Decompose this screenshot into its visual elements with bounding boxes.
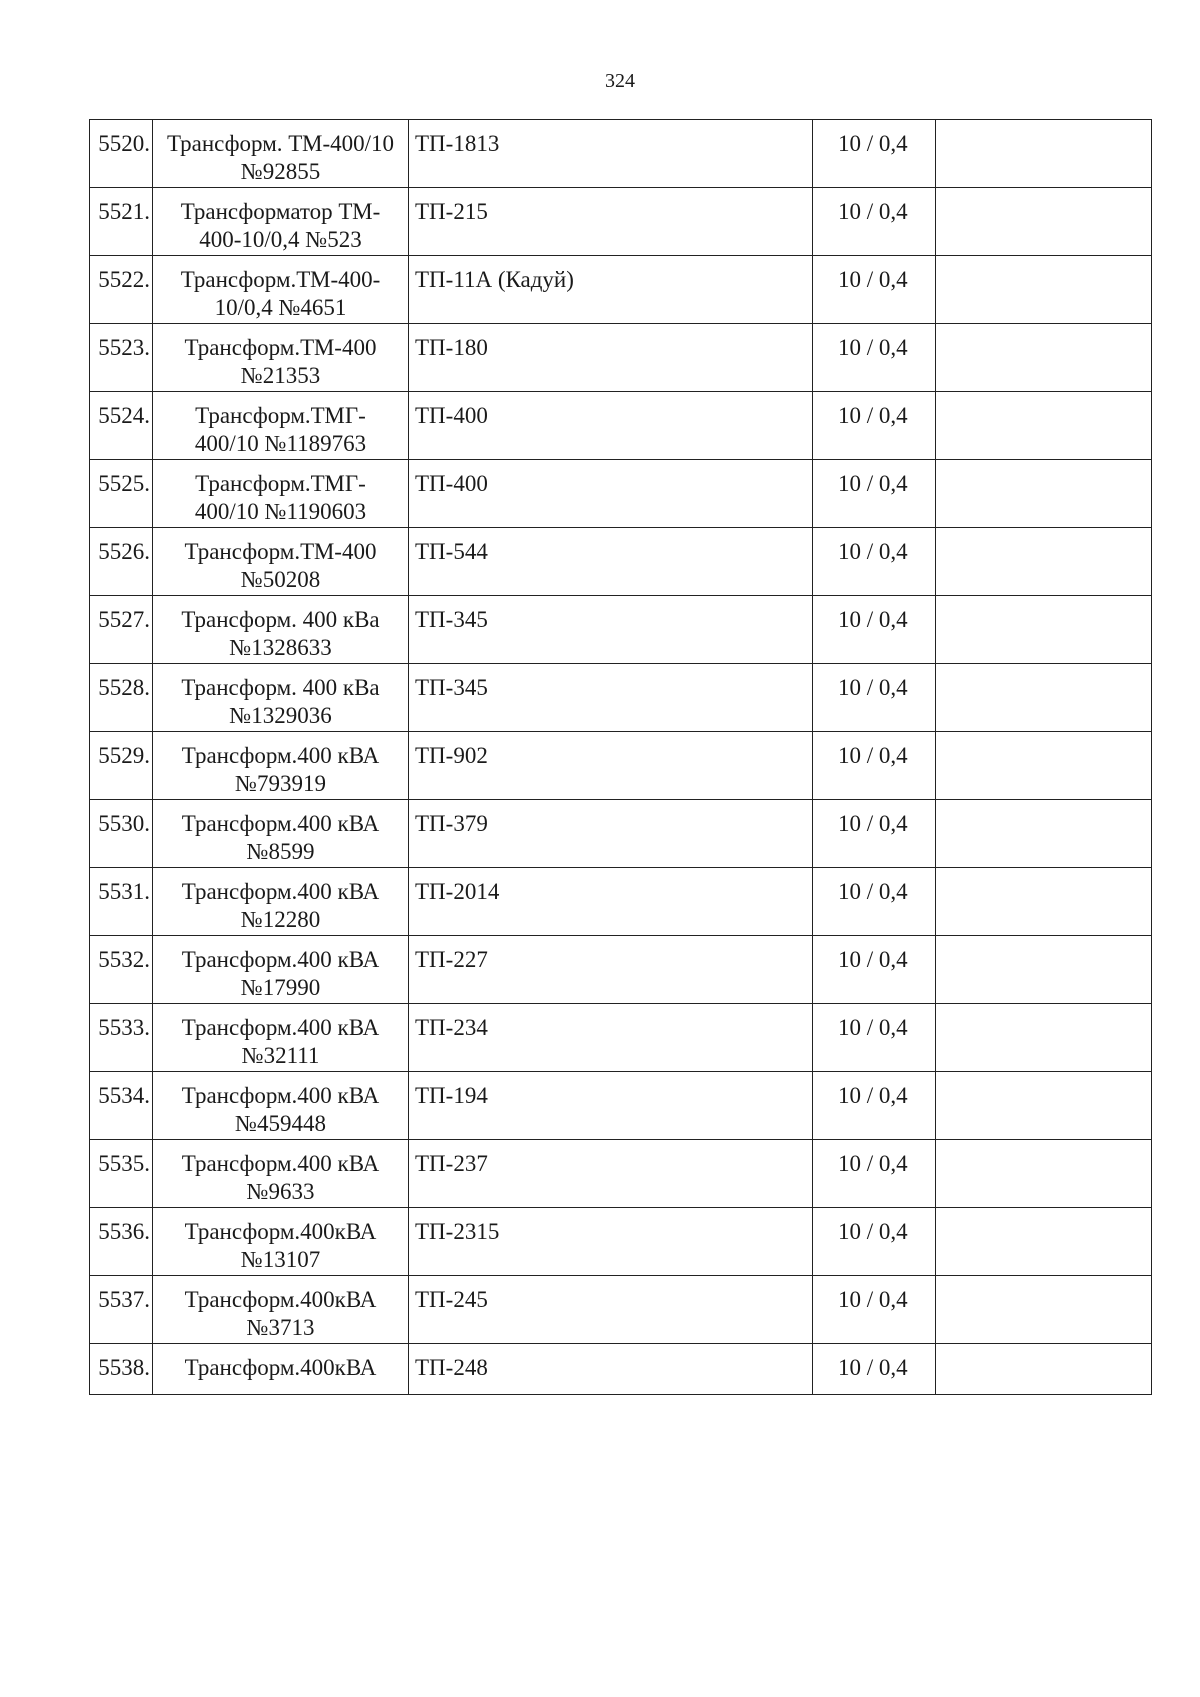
- asset-name-line: Трансформ.400 кВА: [181, 743, 380, 768]
- substation-cell: ТП-237: [409, 1140, 813, 1208]
- asset-name-cell: [153, 392, 409, 460]
- substation-cell: ТП-234: [409, 1004, 813, 1072]
- asset-serial-line: №3713: [246, 1315, 315, 1340]
- asset-name-cell: [153, 596, 409, 664]
- table-row: [90, 732, 1152, 800]
- substation-cell: ТП-245: [409, 1276, 813, 1344]
- empty-cell: [936, 1344, 1152, 1395]
- voltage-cell: 10 / 0,4: [813, 188, 936, 256]
- table-row: [90, 868, 1152, 936]
- asset-serial-line: №459448: [235, 1111, 326, 1136]
- asset-name-line: Трансформ.400кВА: [184, 1219, 377, 1244]
- voltage-cell: 10 / 0,4: [813, 732, 936, 800]
- row-number-cell: 5521.: [90, 188, 153, 256]
- table-row: [90, 1344, 1152, 1395]
- asset-table-body: [90, 120, 1152, 1395]
- table-row: [90, 1072, 1152, 1140]
- asset-serial-line: №32111: [241, 1043, 320, 1068]
- table-row: [90, 596, 1152, 664]
- substation-cell: ТП-180: [409, 324, 813, 392]
- substation-cell: ТП-2315: [409, 1208, 813, 1276]
- table-row: [90, 392, 1152, 460]
- substation-cell: ТП-227: [409, 936, 813, 1004]
- row-number-cell: 5532.: [90, 936, 153, 1004]
- empty-cell: [936, 868, 1152, 936]
- asset-name-line: Трансформ.400 кВА: [181, 1015, 380, 1040]
- substation-cell: ТП-1813: [409, 120, 813, 188]
- asset-name-cell: [153, 528, 409, 596]
- table-row: [90, 936, 1152, 1004]
- substation-cell: ТП-400: [409, 392, 813, 460]
- page-number: 324: [605, 70, 635, 92]
- asset-name-line: Трансформ.ТМГ-: [195, 403, 366, 428]
- asset-name-cell: [153, 256, 409, 324]
- row-number-cell: 5529.: [90, 732, 153, 800]
- asset-name-line: Трансформ.ТМ-400-: [180, 267, 381, 292]
- empty-cell: [936, 188, 1152, 256]
- row-number-cell: 5520.: [90, 120, 153, 188]
- voltage-cell: 10 / 0,4: [813, 1140, 936, 1208]
- asset-name-line: Трансформ.400 кВА: [181, 1083, 380, 1108]
- row-number-cell: 5536.: [90, 1208, 153, 1276]
- row-number-cell: 5533.: [90, 1004, 153, 1072]
- asset-serial-line: №1328633: [229, 635, 332, 660]
- asset-name-cell: [153, 1072, 409, 1140]
- row-number-cell: 5534.: [90, 1072, 153, 1140]
- asset-name-line: Трансформ.400кВА: [184, 1287, 377, 1312]
- substation-cell: ТП-2014: [409, 868, 813, 936]
- empty-cell: [936, 1276, 1152, 1344]
- asset-serial-line: 400/10 №1190603: [194, 499, 367, 524]
- voltage-cell: 10 / 0,4: [813, 256, 936, 324]
- row-number-cell: 5537.: [90, 1276, 153, 1344]
- asset-name-cell: [153, 868, 409, 936]
- substation-cell: ТП-902: [409, 732, 813, 800]
- substation-cell: ТП-379: [409, 800, 813, 868]
- row-number-cell: 5530.: [90, 800, 153, 868]
- row-number-cell: 5523.: [90, 324, 153, 392]
- asset-name-cell: [153, 732, 409, 800]
- empty-cell: [936, 1072, 1152, 1140]
- row-number-cell: 5535.: [90, 1140, 153, 1208]
- asset-name-cell: [153, 1344, 409, 1395]
- table-row: [90, 1004, 1152, 1072]
- voltage-cell: 10 / 0,4: [813, 1344, 936, 1395]
- row-number-cell: 5528.: [90, 664, 153, 732]
- substation-cell: ТП-345: [409, 664, 813, 732]
- table-row: [90, 324, 1152, 392]
- asset-name-cell: [153, 1208, 409, 1276]
- table-row: [90, 664, 1152, 732]
- empty-cell: [936, 120, 1152, 188]
- asset-name-line: Трансформ.400 кВА: [181, 947, 380, 972]
- substation-cell: ТП-345: [409, 596, 813, 664]
- voltage-cell: 10 / 0,4: [813, 1276, 936, 1344]
- table-row: [90, 1208, 1152, 1276]
- empty-cell: [936, 1208, 1152, 1276]
- asset-name-cell: [153, 1140, 409, 1208]
- empty-cell: [936, 256, 1152, 324]
- asset-serial-line: 400/10 №1189763: [194, 431, 367, 456]
- voltage-cell: 10 / 0,4: [813, 1072, 936, 1140]
- asset-serial-line: №12280: [240, 907, 321, 932]
- voltage-cell: 10 / 0,4: [813, 460, 936, 528]
- row-number-cell: 5526.: [90, 528, 153, 596]
- asset-name-cell: [153, 120, 409, 188]
- asset-name-line: Трансформатор ТМ-: [180, 199, 381, 224]
- voltage-cell: 10 / 0,4: [813, 936, 936, 1004]
- voltage-cell: 10 / 0,4: [813, 868, 936, 936]
- row-number-cell: 5527.: [90, 596, 153, 664]
- asset-name-line: Трансформ.400кВА: [184, 1355, 377, 1380]
- asset-serial-line: №8599: [246, 839, 315, 864]
- asset-name-line: Трансформ.400 кВА: [181, 879, 380, 904]
- asset-name-line: Трансформ.ТМ-400: [184, 335, 377, 360]
- asset-serial-line: №9633: [246, 1179, 315, 1204]
- asset-serial-line: №1329036: [229, 703, 332, 728]
- row-number-cell: 5538.: [90, 1344, 153, 1395]
- asset-serial-line: №17990: [240, 975, 321, 1000]
- substation-cell: ТП-215: [409, 188, 813, 256]
- substation-cell: ТП-400: [409, 460, 813, 528]
- empty-cell: [936, 460, 1152, 528]
- table-row: [90, 120, 1152, 188]
- empty-cell: [936, 800, 1152, 868]
- table-row: [90, 528, 1152, 596]
- empty-cell: [936, 324, 1152, 392]
- table-row: [90, 188, 1152, 256]
- asset-name-line: Трансформ. ТМ-400/10: [166, 131, 395, 156]
- substation-cell: ТП-544: [409, 528, 813, 596]
- substation-cell: ТП-11А (Кадуй): [409, 256, 813, 324]
- asset-name-cell: [153, 324, 409, 392]
- table-row: [90, 1140, 1152, 1208]
- row-number-cell: 5531.: [90, 868, 153, 936]
- asset-name-line: Трансформ. 400 кВа: [181, 607, 380, 632]
- row-number-cell: 5525.: [90, 460, 153, 528]
- asset-serial-line: №92855: [240, 159, 321, 184]
- asset-name-line: Трансформ.400 кВА: [181, 1151, 380, 1176]
- empty-cell: [936, 936, 1152, 1004]
- empty-cell: [936, 664, 1152, 732]
- asset-serial-line: №21353: [240, 363, 321, 388]
- row-number-cell: 5522.: [90, 256, 153, 324]
- asset-name-cell: [153, 1004, 409, 1072]
- asset-serial-line: №793919: [235, 771, 326, 796]
- substation-cell: ТП-194: [409, 1072, 813, 1140]
- row-number-cell: 5524.: [90, 392, 153, 460]
- voltage-cell: 10 / 0,4: [813, 324, 936, 392]
- substation-cell: ТП-248: [409, 1344, 813, 1395]
- asset-name-line: Трансформ. 400 кВа: [181, 675, 380, 700]
- asset-serial-line: 10/0,4 №4651: [214, 295, 347, 320]
- asset-name-cell: [153, 936, 409, 1004]
- asset-name-line: Трансформ.400 кВА: [181, 811, 380, 836]
- voltage-cell: 10 / 0,4: [813, 1208, 936, 1276]
- asset-serial-line: №50208: [240, 567, 321, 592]
- asset-name-line: Трансформ.ТМ-400: [184, 539, 377, 564]
- voltage-cell: 10 / 0,4: [813, 800, 936, 868]
- asset-name-cell: [153, 800, 409, 868]
- empty-cell: [936, 528, 1152, 596]
- table-row: [90, 800, 1152, 868]
- asset-name-cell: [153, 460, 409, 528]
- asset-name-cell: [153, 188, 409, 256]
- asset-serial-line: №13107: [240, 1247, 321, 1272]
- table-row: [90, 1276, 1152, 1344]
- asset-table: [89, 119, 1152, 1395]
- empty-cell: [936, 732, 1152, 800]
- voltage-cell: 10 / 0,4: [813, 664, 936, 732]
- asset-name-cell: [153, 664, 409, 732]
- voltage-cell: 10 / 0,4: [813, 528, 936, 596]
- voltage-cell: 10 / 0,4: [813, 120, 936, 188]
- empty-cell: [936, 1140, 1152, 1208]
- asset-name-line: Трансформ.ТМГ-: [195, 471, 366, 496]
- asset-name-cell: [153, 1276, 409, 1344]
- voltage-cell: 10 / 0,4: [813, 596, 936, 664]
- empty-cell: [936, 596, 1152, 664]
- table-row: [90, 256, 1152, 324]
- voltage-cell: 10 / 0,4: [813, 392, 936, 460]
- asset-serial-line: 400-10/0,4 №523: [199, 227, 362, 252]
- voltage-cell: 10 / 0,4: [813, 1004, 936, 1072]
- table-row: [90, 460, 1152, 528]
- empty-cell: [936, 392, 1152, 460]
- empty-cell: [936, 1004, 1152, 1072]
